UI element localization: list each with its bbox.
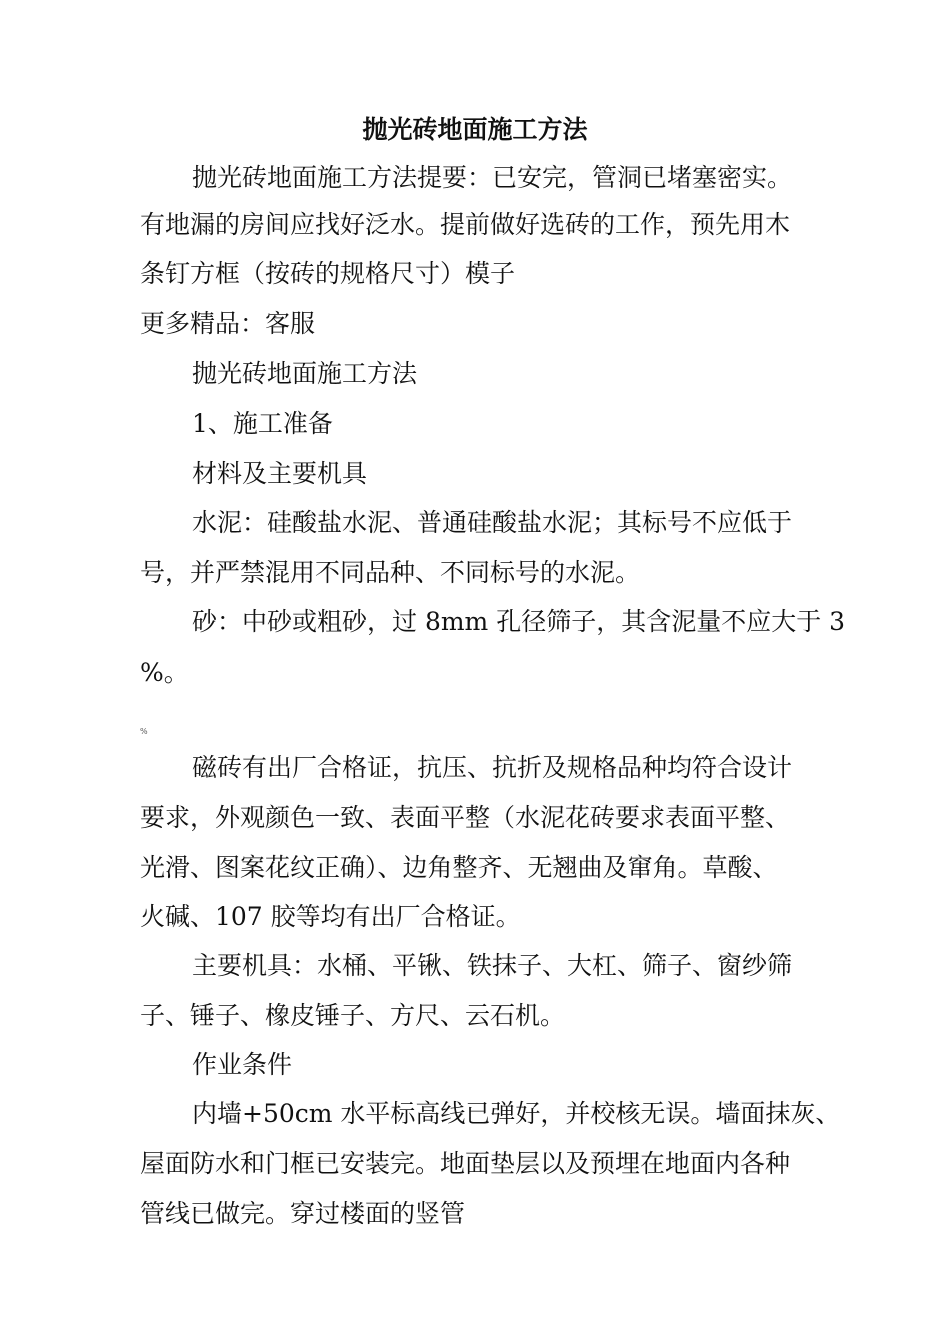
conditions-line-3: 管线已做完。穿过楼面的竖管: [140, 1199, 466, 1228]
small-percent-mark: %: [140, 727, 148, 736]
subheading-conditions: 作业条件: [192, 1050, 293, 1079]
more-info-line: 更多精品：客服: [140, 309, 316, 338]
intro-line-1: 抛光砖地面施工方法提要：已安完，管洞已堵塞密实。: [192, 163, 793, 192]
intro-line-3: 条钉方框（按砖的规格尺寸）模子: [140, 259, 516, 288]
tile-line-3: 光滑、图案花纹正确）、边角整齐、无翘曲及窜角。草酸、: [140, 853, 778, 882]
tools-line-1: 主要机具：水桶、平锹、铁抹子、大杠、筛子、窗纱筛: [192, 951, 793, 980]
tools-line-2: 子、锤子、橡皮锤子、方尺、云石机。: [140, 1001, 566, 1030]
conditions-line-1: 内墙+50cm 水平标高线已弹好，并校核无误。墙面抹灰、: [192, 1099, 841, 1128]
sand-line-1: 砂：中砂或粗砂，过 8mm 孔径筛子，其含泥量不应大于 3: [192, 607, 846, 636]
subheading-prep: 1、施工准备: [192, 409, 333, 438]
conditions-line-2: 屋面防水和门框已安装完。地面垫层以及预埋在地面内各种: [140, 1149, 791, 1178]
tile-line-2: 要求，外观颜色一致、表面平整（水泥花砖要求表面平整、: [140, 803, 791, 832]
document-title: 抛光砖地面施工方法: [362, 115, 588, 144]
tile-line-1: 磁砖有出厂合格证，抗压、抗折及规格品种均符合设计: [192, 753, 793, 782]
intro-line-2: 有地漏的房间应找好泛水。提前做好选砖的工作，预先用木: [140, 210, 791, 239]
sand-line-2: %。: [140, 658, 189, 687]
tile-line-4: 火碱、107 胶等均有出厂合格证。: [140, 902, 521, 931]
section-heading: 抛光砖地面施工方法: [192, 359, 418, 388]
cement-line-1: 水泥：硅酸盐水泥、普通硅酸盐水泥；其标号不应低于: [192, 508, 793, 537]
subheading-materials: 材料及主要机具: [192, 459, 368, 488]
cement-line-2: 号，并严禁混用不同品种、不同标号的水泥。: [140, 558, 641, 587]
